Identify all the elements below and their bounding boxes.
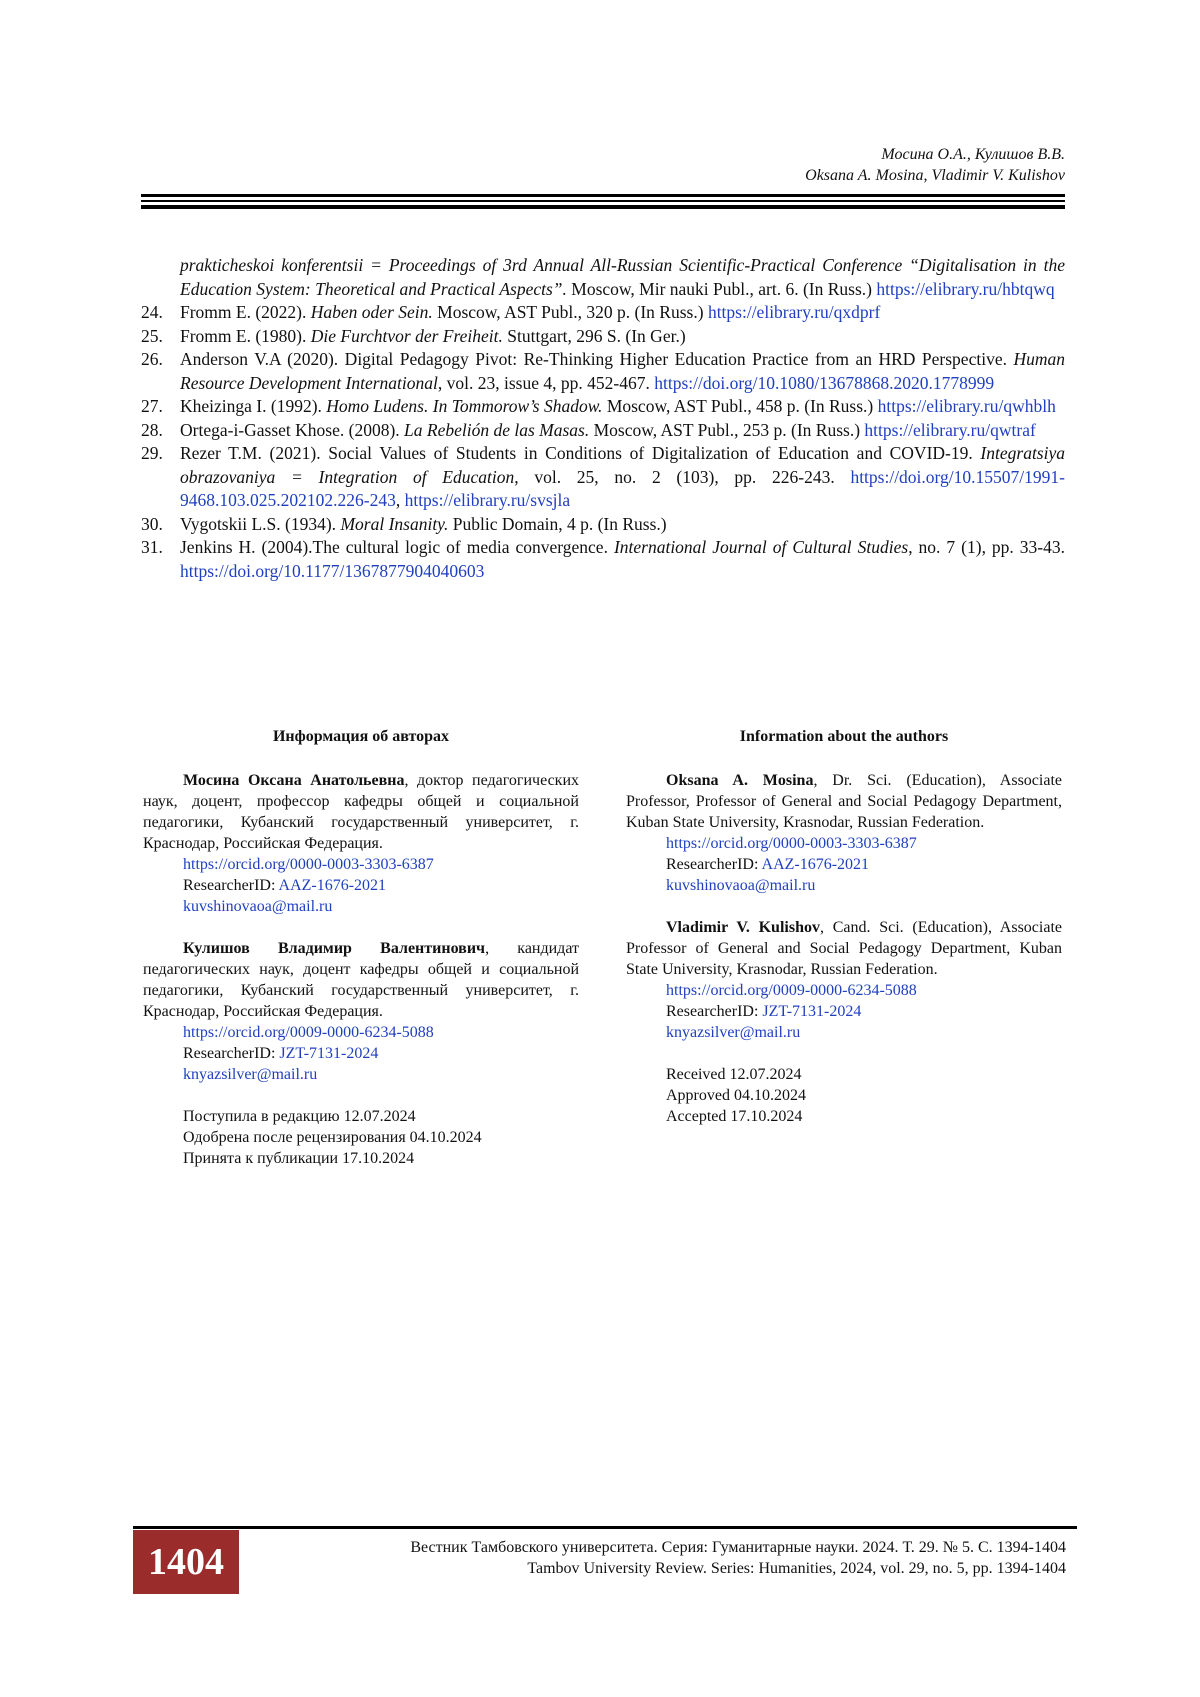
- email-link[interactable]: kuvshinovaoa@mail.ru: [666, 877, 816, 894]
- header-rules: [141, 194, 1065, 212]
- reference-link[interactable]: https://doi.org/10.1080/13678868.2020.1778999: [654, 372, 995, 393]
- author-name: Кулишов Владимир Валентинович: [183, 940, 486, 957]
- email-link[interactable]: kuvshinovaoa@mail.ru: [183, 898, 333, 915]
- reference-number: 31.: [141, 537, 163, 557]
- reference-23-continuation: prakticheskoi konferentsii = Proceedings of 3rd Annual All-Russian Scientific-Practical Conference “Digitalisation in the Education System: Theoretical and Practical Aspects”. Moscow, Mir nauki Publ., art. 6. (In Russ.) https://elibrary.ru/hbtqwq: [180, 255, 1065, 299]
- header-rule: [141, 194, 1065, 197]
- page-number: 1404: [133, 1530, 239, 1594]
- header-authors-en: Oksana A. Mosina, Vladimir V. Kulishov: [805, 167, 1065, 184]
- reference-number: 26.: [141, 349, 163, 369]
- reference-link[interactable]: https://elibrary.ru/qwtraf: [864, 419, 1036, 440]
- received-date: Поступила в редакцию 12.07.2024: [183, 1108, 416, 1125]
- reference-number: 29.: [141, 443, 163, 463]
- reference-link[interactable]: https://elibrary.ru/qwhblh: [877, 396, 1056, 416]
- reference-item: 29. Rezer T.M. (2021). Social Values of Students in Conditions of Digitalization of Education and COVID-19. Integratsiya obrazovaniya = Integration of Education, vol. 25, no. 2 (103), pp. 226-243. https://doi.org/10.15507/1991-9468.103.025.202102.226-243, https://elibrary.ru/svsjla: [141, 442, 1065, 513]
- author-description: , Dr. Sci. (Education), Associate Professor, Professor of General and Social Pedagogy Department, Kuban State University, Krasnodar, Russian Federation.: [626, 772, 1063, 831]
- reference-number: 30.: [141, 513, 163, 534]
- author-entry: Vladimir V. Kulishov, Cand. Sci. (Education), Associate Professor of General and Social Pedagogy Department, Kuban State University, Krasnodar, Russian Federation. https://orcid.org/0009-0000-6234-5088 ResearcherID: JZT-7131-2024 knyazsilver@mail.ru: [626, 919, 1063, 1041]
- author-name: Мосина Оксана Анатольевна: [183, 772, 405, 789]
- received-date: Received 12.07.2024: [666, 1066, 802, 1083]
- header-rule: [141, 205, 1065, 209]
- reference-number: 25.: [141, 325, 163, 346]
- reference-item: 28. Ortega-i-Gasset Khose. (2008). La Rebelión de las Masas. Moscow, AST Publ., 253 p. (In Russ.) https://elibrary.ru/qwtraf: [141, 419, 1065, 443]
- author-entry: Oksana A. Mosina, Dr. Sci. (Education), Associate Professor, Professor of General and Social Pedagogy Department, Kuban State University, Krasnodar, Russian Federation. https://orcid.org/0000-0003-3303-6387 ResearcherID: AAZ-1676-2021 kuvshinovaoa@mail.ru: [626, 772, 1063, 894]
- reference-link[interactable]: https://doi.org/10.1177/1367877904040603: [180, 560, 485, 581]
- email-link[interactable]: knyazsilver@mail.ru: [666, 1024, 801, 1041]
- authors-info-en: [626, 726, 1062, 1127]
- reference-item: 27. Kheizinga I. (1992). Homo Ludens. In Tommorow’s Shadow. Moscow, AST Publ., 458 p. (In Russ.) https://elibrary.ru/qwhblh: [141, 395, 1065, 419]
- running-header: [805, 144, 1065, 186]
- section-heading: Information about the authors: [739, 728, 949, 745]
- reference-list: [141, 254, 1065, 583]
- email-link[interactable]: knyazsilver@mail.ru: [183, 1066, 318, 1083]
- researcher-id-link[interactable]: JZT-7131-2024: [279, 1045, 379, 1062]
- reference-number: 27.: [141, 396, 163, 416]
- footer-rule: [133, 1526, 1077, 1529]
- approved-date: Approved 04.10.2024: [666, 1087, 806, 1104]
- researcher-id-link[interactable]: AAZ-1676-2021: [761, 856, 870, 873]
- author-description: , доктор педагогических наук, доцент, профессор кафедры общей и социальной педагогики, Кубанский государственный университет, г. Краснодар, Российская Федерация.: [143, 772, 580, 852]
- authors-info-ru: [143, 726, 579, 1169]
- header-rule: [141, 200, 1065, 202]
- author-entry: Мосина Оксана Анатольевна, доктор педагогических наук, доцент, профессор кафедры общей и социальной педагогики, Кубанский государственный университет, г. Краснодар, Российская Федерация. https://orcid.org/0000-0003-3303-6387 ResearcherID: AAZ-1676-2021 kuvshinovaoa@mail.ru: [143, 772, 580, 915]
- accepted-date: Принята к публикации 17.10.2024: [183, 1150, 415, 1167]
- reference-item: 26. Anderson V.A (2020). Digital Pedagogy Pivot: Re-Thinking Higher Education Practice from an HRD Perspective. Human Resource Development International, vol. 23, issue 4, pp. 452-467. https://doi.org/10.1080/13678868.2020.1778999: [141, 348, 1065, 395]
- orcid-link[interactable]: https://orcid.org/0009-0000-6234-5088: [183, 1024, 434, 1041]
- reference-number: 28.: [141, 419, 163, 440]
- researcher-id-link[interactable]: AAZ-1676-2021: [278, 877, 387, 894]
- researcher-id-link[interactable]: JZT-7131-2024: [762, 1003, 862, 1020]
- reference-item: 25. Fromm E. (1980). Die Furchtvor der Freiheit. Stuttgart, 296 S. (In Ger.): [141, 325, 1065, 349]
- reference-link[interactable]: https://elibrary.ru/qxdprf: [707, 302, 881, 322]
- journal-citation-ru: Вестник Тамбовского университета. Серия: Гуманитарные науки. 2024. Т. 29. № 5. С. 1394-1404: [410, 1539, 1066, 1556]
- reference-link[interactable]: https://elibrary.ru/svsjla: [404, 490, 571, 510]
- reference-link[interactable]: https://elibrary.ru/hbtqwq: [876, 278, 1055, 299]
- orcid-link[interactable]: https://orcid.org/0000-0003-3303-6387: [666, 835, 917, 852]
- orcid-link[interactable]: https://orcid.org/0009-0000-6234-5088: [666, 982, 917, 999]
- author-description: , Cand. Sci. (Education), Associate Professor of General and Social Pedagogy Department, Kuban State University, Krasnodar, Russian Federation.: [626, 919, 1063, 978]
- reference-number: 24.: [141, 302, 163, 322]
- accepted-date: Accepted 17.10.2024: [666, 1108, 803, 1125]
- reference-item: 30. Vygotskii L.S. (1934). Moral Insanity. Public Domain, 4 p. (In Russ.): [141, 513, 1065, 537]
- author-name: Vladimir V. Kulishov: [666, 919, 820, 936]
- journal-citation: [410, 1537, 1066, 1579]
- orcid-link[interactable]: https://orcid.org/0000-0003-3303-6387: [183, 856, 434, 873]
- author-name: Oksana A. Mosina: [666, 772, 814, 789]
- approved-date: Одобрена после рецензирования 04.10.2024: [183, 1129, 482, 1146]
- reference-item: 31. Jenkins H. (2004).The cultural logic of media convergence. International Journal of Cultural Studies, no. 7 (1), pp. 33-43. https://doi.org/10.1177/1367877904040603: [141, 536, 1065, 583]
- author-entry: Кулишов Владимир Валентинович, кандидат педагогических наук, доцент кафедры общей и социальной педагогики, Кубанский государственный университет, г. Краснодар, Российская Федерация. https://orcid.org/0009-0000-6234-5088 ResearcherID: JZT-7131-2024 knyazsilver@mail.ru: [143, 940, 579, 1083]
- journal-citation-en: Tambov University Review. Series: Humanities, 2024, vol. 29, no. 5, pp. 1394-1404: [527, 1560, 1066, 1577]
- section-heading: Информация об авторах: [272, 728, 450, 745]
- author-description: , кандидат педагогических наук, доцент кафедры общей и социальной педагогики, Кубанский государственный университет, г. Краснодар, Российская Федерация.: [143, 940, 579, 1020]
- reference-link[interactable]: https://doi.org/10.15507/1991-9468.103.025.202102.226-243: [180, 466, 1065, 510]
- header-authors-ru: Мосина О.А., Кулишов В.В.: [881, 146, 1065, 163]
- reference-item: 24. Fromm E. (2022). Haben oder Sein. Moscow, AST Publ., 320 p. (In Russ.) https://elibrary.ru/qxdprf: [141, 301, 1065, 325]
